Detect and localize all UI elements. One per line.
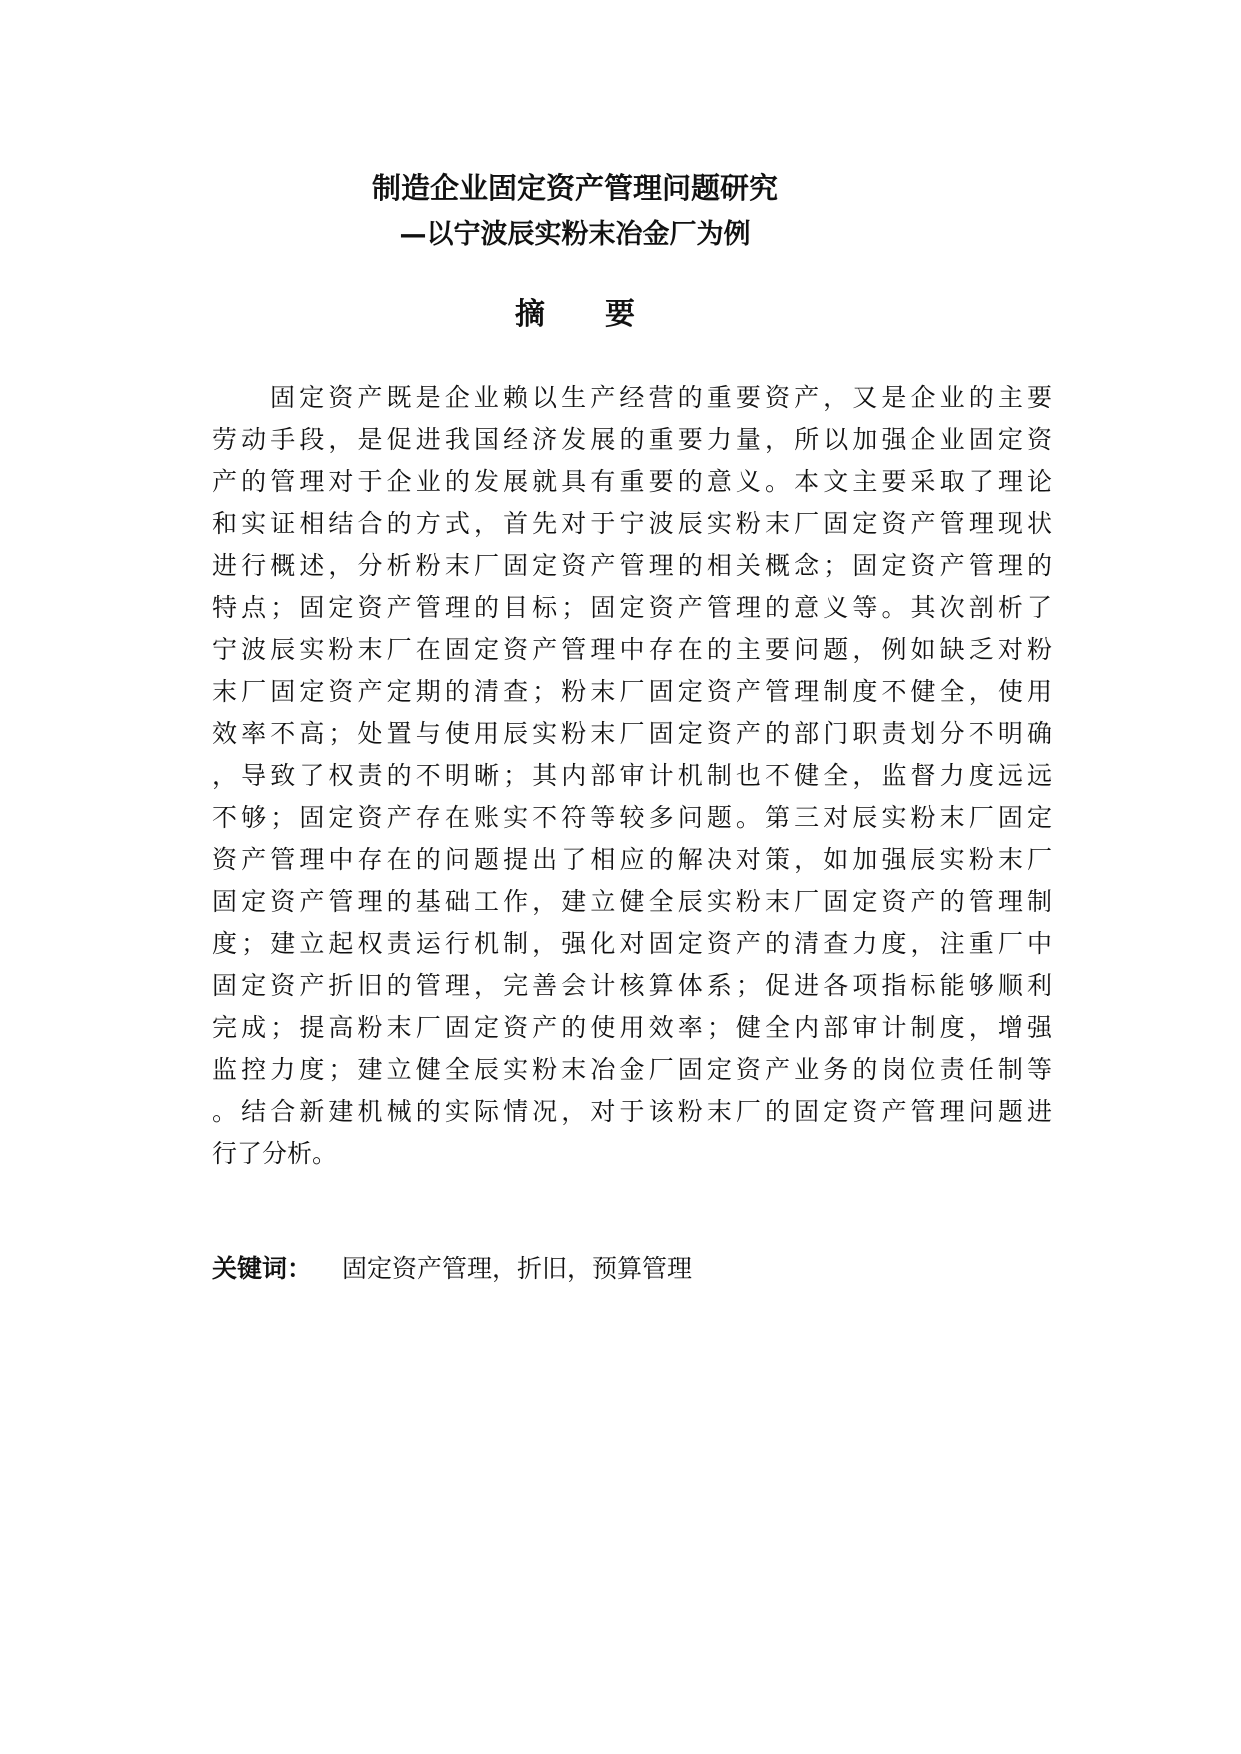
abstract-line: 。结合新建机械的实际情况，对于该粉末厂的固定资产管理问题进: [212, 1097, 1052, 1126]
keywords-value: 固定资产管理，折旧，预算管理: [342, 1254, 693, 1283]
abstract-line: 和实证相结合的方式，首先对于宁波辰实粉末厂固定资产管理现状: [212, 509, 1052, 538]
abstract-line: 固定资产折旧的管理，完善会计核算体系；促进各项指标能够顺利: [212, 971, 1052, 1000]
abstract-line: ，导致了权责的不明晰；其内部审计机制也不健全，监督力度远远: [212, 761, 1052, 790]
document-subtitle: —以宁波辰实粉末冶金厂为例: [399, 219, 751, 250]
abstract-line: 监控力度；建立健全辰实粉末冶金厂固定资产业务的岗位责任制等: [212, 1055, 1052, 1084]
abstract-body: [212, 377, 1052, 1175]
abstract-line: 行了分析。: [212, 1139, 338, 1168]
keywords: [212, 1248, 1052, 1290]
abstract-line: 劳动手段，是促进我国经济发展的重要力量，所以加强企业固定资: [212, 425, 1052, 454]
abstract-line: 末厂固定资产定期的清查；粉末厂固定资产管理制度不健全，使用: [212, 677, 1052, 706]
keywords-label: 关键词：: [212, 1254, 313, 1283]
document-title: 制造企业固定资产管理问题研究: [371, 171, 778, 205]
abstract-line: 特点；固定资产管理的目标；固定资产管理的意义等。其次剖析了: [212, 593, 1052, 622]
abstract-line: 固定资产管理的基础工作，建立健全辰实粉末厂固定资产的管理制: [212, 887, 1052, 916]
abstract-line: 宁波辰实粉末厂在固定资产管理中存在的主要问题，例如缺乏对粉: [212, 635, 1052, 664]
abstract-line: 不够；固定资产存在账实不符等较多问题。第三对辰实粉末厂固定: [212, 803, 1052, 832]
abstract-line: 效率不高；处置与使用辰实粉末厂固定资产的部门职责划分不明确: [212, 719, 1052, 748]
abstract-line: 产的管理对于企业的发展就具有重要的意义。本文主要采取了理论: [212, 467, 1052, 496]
abstract-line: 进行概述，分析粉末厂固定资产管理的相关概念；固定资产管理的: [212, 551, 1052, 580]
abstract-heading: 摘要: [515, 297, 695, 332]
abstract-line: 资产管理中存在的问题提出了相应的解决对策，如加强辰实粉末厂: [212, 845, 1052, 874]
abstract-line: 完成；提高粉末厂固定资产的使用效率；健全内部审计制度，增强: [212, 1013, 1052, 1042]
abstract-line: 度；建立起权责运行机制，强化对固定资产的清查力度，注重厂中: [212, 929, 1052, 958]
abstract-line: 固定资产既是企业赖以生产经营的重要资产，又是企业的主要: [270, 383, 1052, 412]
